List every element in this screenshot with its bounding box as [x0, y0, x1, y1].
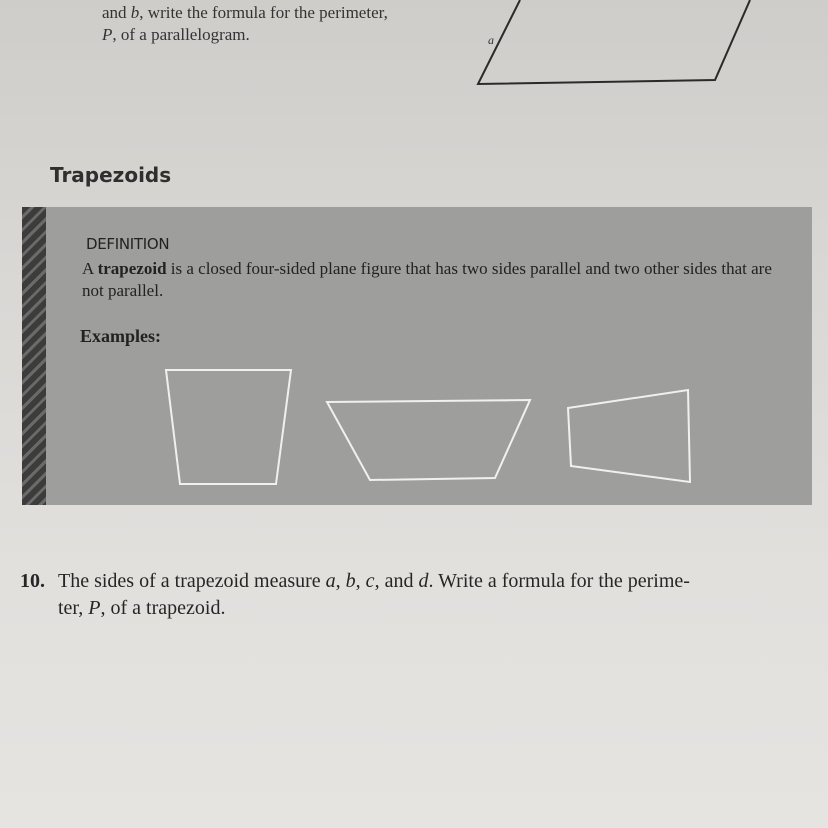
problem-10: 10. The sides of a trapezoid measure a, b, c, and d. Write a formula for the perime- ter, P, of a trapezoid. — [20, 568, 820, 622]
section-title: Trapezoids — [50, 163, 172, 187]
trapezoid-example-2 — [327, 400, 530, 480]
examples-label: Examples: — [80, 326, 161, 346]
previous-problem-text — [102, 2, 388, 46]
parallelogram-side-label: a — [488, 33, 494, 47]
trapezoid-examples — [150, 360, 710, 490]
definition-label: DEFINITION — [86, 235, 170, 253]
definition-term: trapezoid — [97, 259, 167, 278]
problem-continuation: ter, P, of a trapezoid. — [58, 597, 226, 619]
previous-problem-line-2: P, of a parallelogram. — [102, 25, 250, 44]
previous-problem-line-1: and b, write the formula for the perimeter, — [102, 3, 388, 22]
problem-number: 10. — [20, 570, 45, 592]
parallelogram-outline — [478, 0, 750, 84]
parallelogram-figure — [470, 0, 770, 100]
trapezoid-example-3 — [568, 390, 690, 482]
definition-decorative-strip — [22, 207, 46, 505]
definition-text: A trapezoid is a closed four-sided plane figure that has two sides parallel and two other sides that are not parallel. — [82, 259, 772, 300]
trapezoid-example-1 — [166, 370, 291, 484]
